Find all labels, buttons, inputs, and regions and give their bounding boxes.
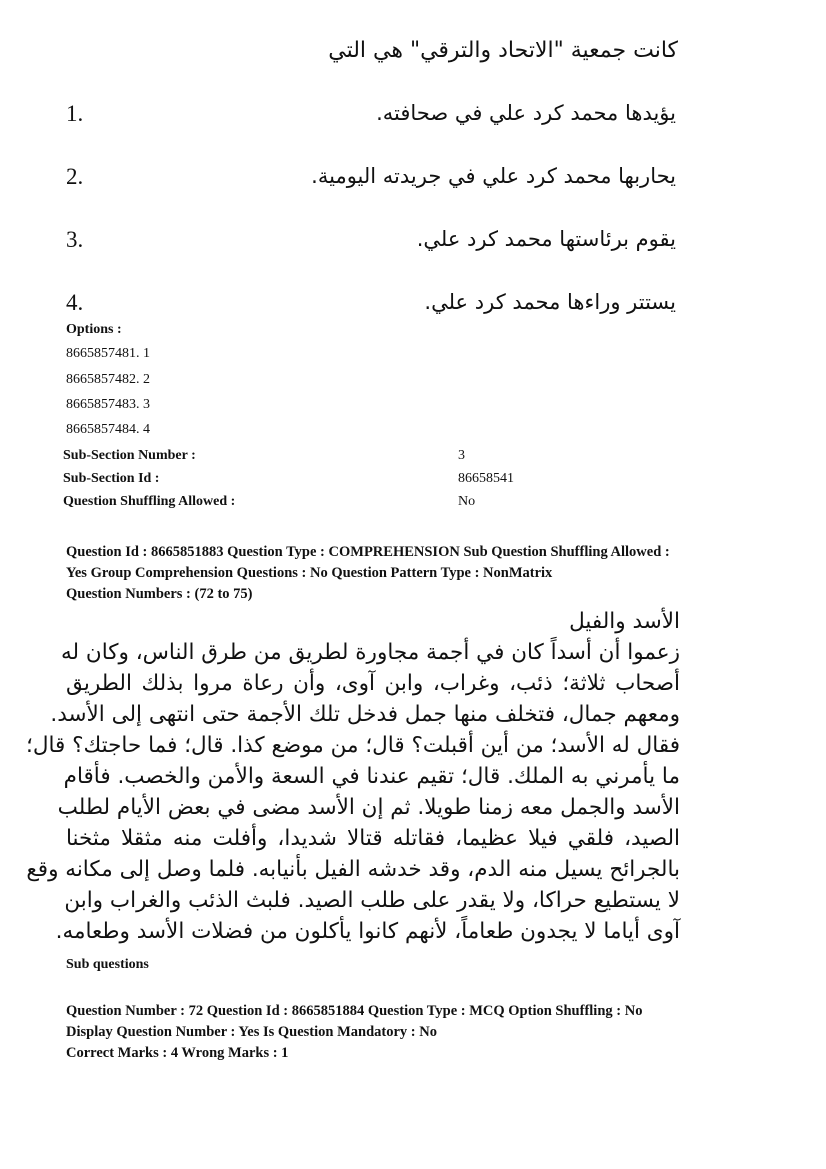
comprehension-meta xyxy=(66,542,786,605)
passage-line: بالجرائح يسيل منه الدم، وقد خدشه الفيل بأنيابه. فلما وصل إلى مكانه وقع xyxy=(26,857,680,882)
passage-line: ومعهم جمال، فتخلف منها جمل فدخل تلك الأجمة حتى انتهى إلى الأسد. xyxy=(50,702,680,727)
subsection-id-value: 86658541 xyxy=(458,471,514,486)
option-number-2: 2. xyxy=(66,164,84,189)
option-text-2: يحاربها محمد كرد علي في جريدته اليومية. xyxy=(311,164,676,188)
comprehension-meta-line-2: Yes Group Comprehension Questions : No Question Pattern Type : NonMatrix xyxy=(66,565,553,581)
passage-line: ما يأمرني به الملك. قال؛ تقيم عندنا في السعة والأمن والخصب. فأقام xyxy=(63,764,680,789)
passage-line: فقال له الأسد؛ من أين أقبلت؟ قال؛ من موضع كذا. قال؛ فما حاجتك؟ قال؛ xyxy=(26,733,680,758)
passage-line: أصحاب ثلاثة؛ ذئب، وغراب، وابن آوى، وأن رعاة مروا بذلك الطريق xyxy=(66,671,680,696)
passage-line: آوى أياما لا يجدون طعاماً، لأنهم كانوا يأكلون من فضلات الأسد وطعامه. xyxy=(55,919,680,944)
option-number-1: 1. xyxy=(66,101,84,126)
question-72-meta-line-3: Correct Marks : 4 Wrong Marks : 1 xyxy=(66,1045,289,1061)
question-72-meta xyxy=(66,1001,786,1064)
question-72-meta-line-2: Display Question Number : Yes Is Question Mandatory : No xyxy=(66,1024,437,1040)
option-number-3: 3. xyxy=(66,227,84,252)
passage-line: لا يستطيع حراكا، ولا يقدر على طلب الصيد. فلبث الذئب والغراب وابن xyxy=(64,888,680,913)
passage xyxy=(26,606,680,947)
option-number-4: 4. xyxy=(66,290,84,315)
sub-questions-label: Sub questions xyxy=(66,957,149,972)
question-shuffling-value: No xyxy=(458,494,476,509)
option-id-2: 8665857482. 2 xyxy=(66,372,150,387)
subsection-id-label: Sub-Section Id : xyxy=(63,471,160,486)
question-72-meta-line-1: Question Number : 72 Question Id : 8665851884 Question Type : MCQ Option Shuffling : No xyxy=(66,1003,643,1019)
option-id-3: 8665857483. 3 xyxy=(66,397,150,412)
passage-line: الأسد والجمل معه زمنا طويلا. ثم إن الأسد مضى في بعض الأيام لطلب xyxy=(57,795,680,820)
option-text-1: يؤيدها محمد كرد علي في صحافته. xyxy=(376,101,676,125)
option-id-1: 8665857481. 1 xyxy=(66,346,150,361)
subsection-number-label: Sub-Section Number : xyxy=(63,448,196,463)
options-label: Options : xyxy=(66,322,122,337)
comprehension-meta-line-1: Question Id : 8665851883 Question Type : COMPREHENSION Sub Question Shuffling Allowed : xyxy=(66,544,670,560)
comprehension-meta-line-3: Question Numbers : (72 to 75) xyxy=(66,586,253,602)
passage-line: الصيد، فلقي فيلا عظيما، فقاتله قتالا شديدا، وأفلت منه مثقلا مثخنا xyxy=(66,826,680,851)
question-stem: كانت جمعية "الاتحاد والترقي" هي التي xyxy=(328,38,678,63)
option-id-4: 8665857484. 4 xyxy=(66,422,150,437)
passage-line: زعموا أن أسداً كان في أجمة مجاورة لطريق من طرق الناس، وكان له xyxy=(61,640,680,665)
option-text-4: يستتر وراءها محمد كرد علي. xyxy=(424,290,676,314)
question-shuffling-label: Question Shuffling Allowed : xyxy=(63,494,236,509)
passage-title: الأسد والفيل xyxy=(569,609,680,634)
subsection-number-value: 3 xyxy=(458,448,465,463)
option-text-3: يقوم برئاستها محمد كرد علي. xyxy=(416,227,676,251)
